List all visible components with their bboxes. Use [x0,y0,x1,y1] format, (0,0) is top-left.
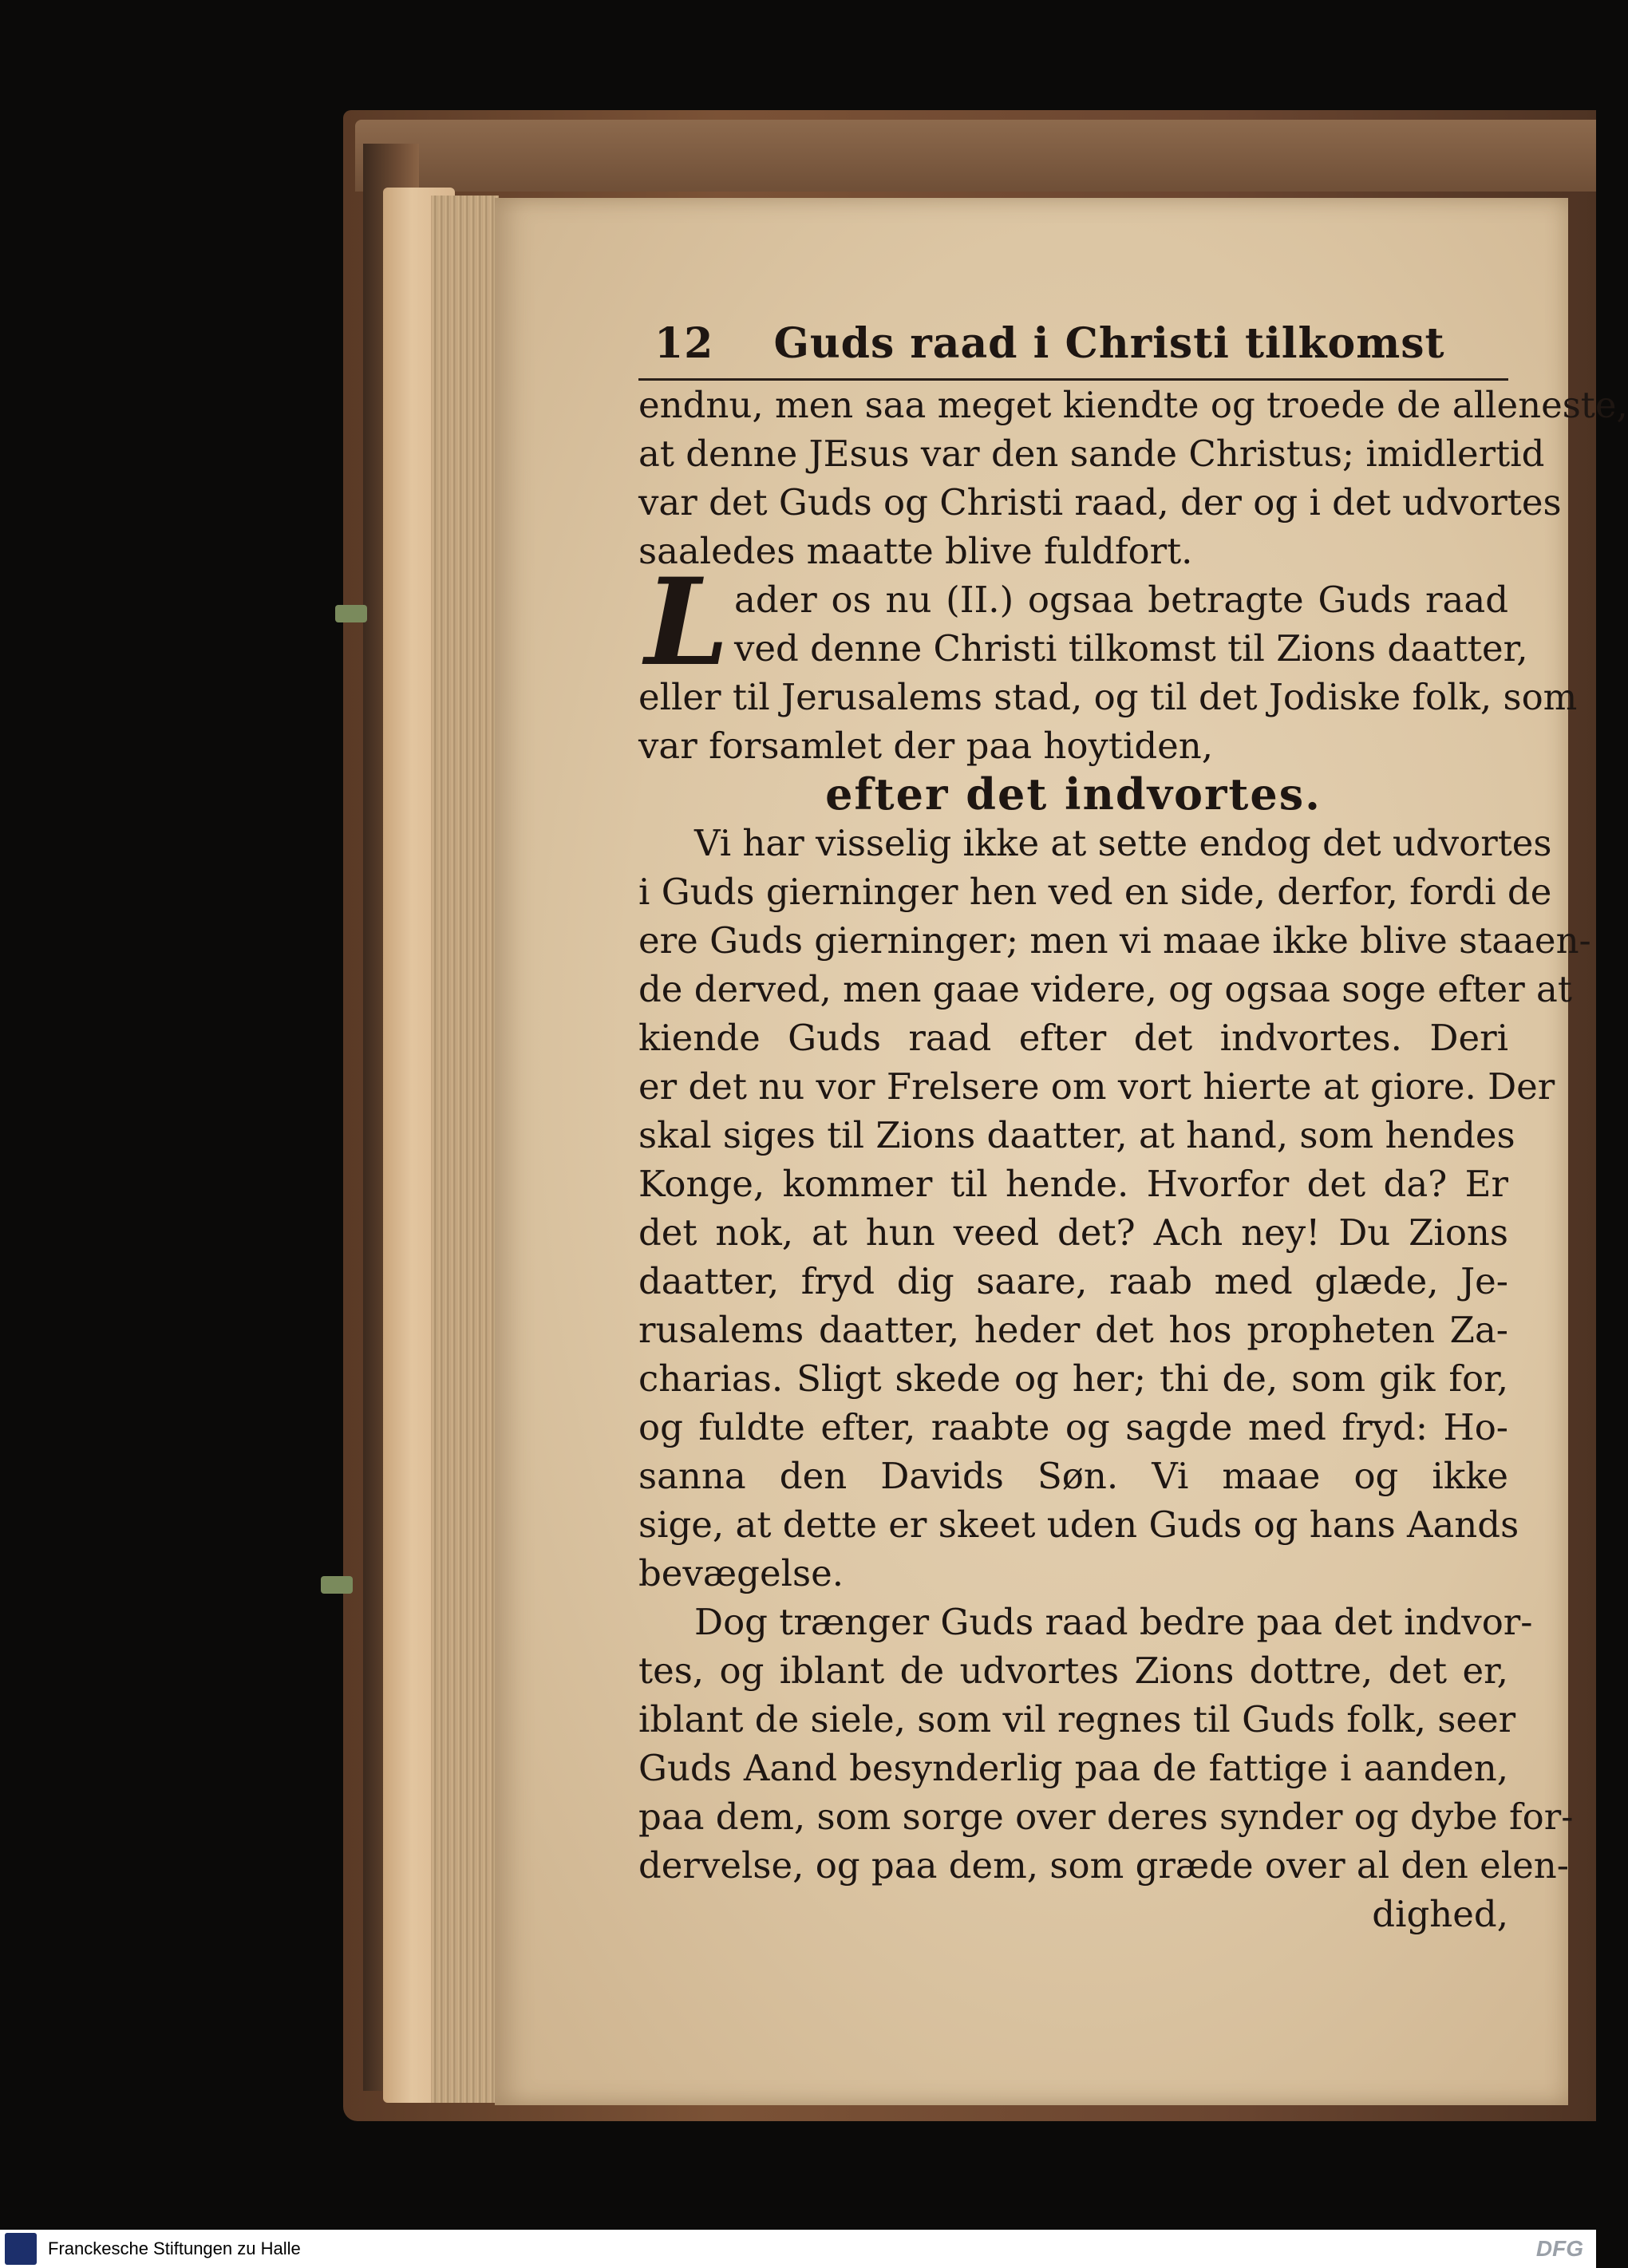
dropcap-paragraph [638,552,1528,693]
text-line: det nok, at hun veed det? Ach ney! Du Zions [638,1211,1508,1254]
text-line: saaledes maatte blive fuldfort. [638,530,1193,572]
text-line: ved denne Christi tilkomst til Zions daatter, [734,627,1528,670]
text-line: bevægelse. [638,1552,844,1594]
text-line: sige, at dette er skeet uden Guds og hans Aands [638,1503,1519,1546]
footer-bar [0,2230,1596,2268]
text-line: dervelse, og paa dem, som græde over al den elen- [638,1844,1569,1887]
page-header [638,319,1508,381]
text-line: var forsamlet der paa hoytiden, [638,725,1214,767]
book-cover-top-edge [355,120,1596,192]
bookmark-ribbon [335,605,367,622]
text-line: var det Guds og Christi raad, der og i det udvortes [638,481,1562,524]
page-text [638,319,1628,1938]
running-title: Guds raad i Christi tilkomst [773,319,1445,368]
text-line: Guds Aand besynderlig paa de fattige i aanden, [638,1747,1508,1789]
text-line: eller til Jerusalems stad, og til det Jodiske folk, som [638,676,1578,718]
page-edges [431,196,499,2103]
section-heading: efter det indvortes. [825,769,1322,820]
text-line: iblant de siele, som vil regnes til Guds folk, seer [638,1698,1516,1741]
text-line: charias. Sligt skede og her; thi de, som gik for, [638,1357,1508,1400]
text-line: Dog trænger Guds raad bedre paa det indvor- [694,1601,1533,1643]
text-line: daatter, fryd dig saare, raab med glæde, Je- [638,1260,1508,1302]
text-line: ader os nu (II.) ogsaa betragte Guds raad [734,579,1508,621]
dfg-logo: DFG [1535,2236,1583,2261]
text-line: Konge, kommer til hende. Hvorfor det da? Er [638,1163,1508,1205]
text-line: paa dem, som sorge over deres synder og dybe for- [638,1796,1574,1838]
text-line: sanna den Davids Søn. Vi maae og ikke [638,1455,1508,1497]
text-line: tes, og iblant de udvortes Zions dottre, det er, [638,1650,1508,1692]
text-line: skal siges til Zions daatter, at hand, som hendes [638,1114,1515,1156]
text-line: de derved, men gaae videre, og ogsaa soge efter at [638,968,1572,1010]
text-line: og fuldte efter, raabte og sagde med fryd: Ho- [638,1406,1508,1448]
text-line: rusalems daatter, heder det hos propheten Za- [638,1309,1508,1351]
dropcap-letter: L [645,552,729,693]
institution-logo-icon [5,2233,37,2265]
text-line: i Guds gierninger hen ved en side, derfor, fordi de [638,871,1552,913]
text-line: at denne JEsus var den sande Christus; imidlertid [638,433,1545,475]
text-line: endnu, men saa meget kiendte og troede de alleneste, [638,384,1628,426]
text-line: er det nu vor Frelsere om vort hierte at giore. Der [638,1065,1555,1108]
institution-name: Franckesche Stiftungen zu Halle [48,2238,301,2258]
catchword: dighed, [1372,1893,1508,1935]
page-number: 12 [654,319,714,368]
text-line: Vi har visselig ikke at sette endog det udvortes [694,822,1552,864]
text-line: ere Guds gierninger; men vi maae ikke blive staaen- [638,919,1591,962]
bookmark-ribbon [321,1576,353,1594]
text-line: kiende Guds raad efter det indvortes. Deri [638,1017,1508,1059]
